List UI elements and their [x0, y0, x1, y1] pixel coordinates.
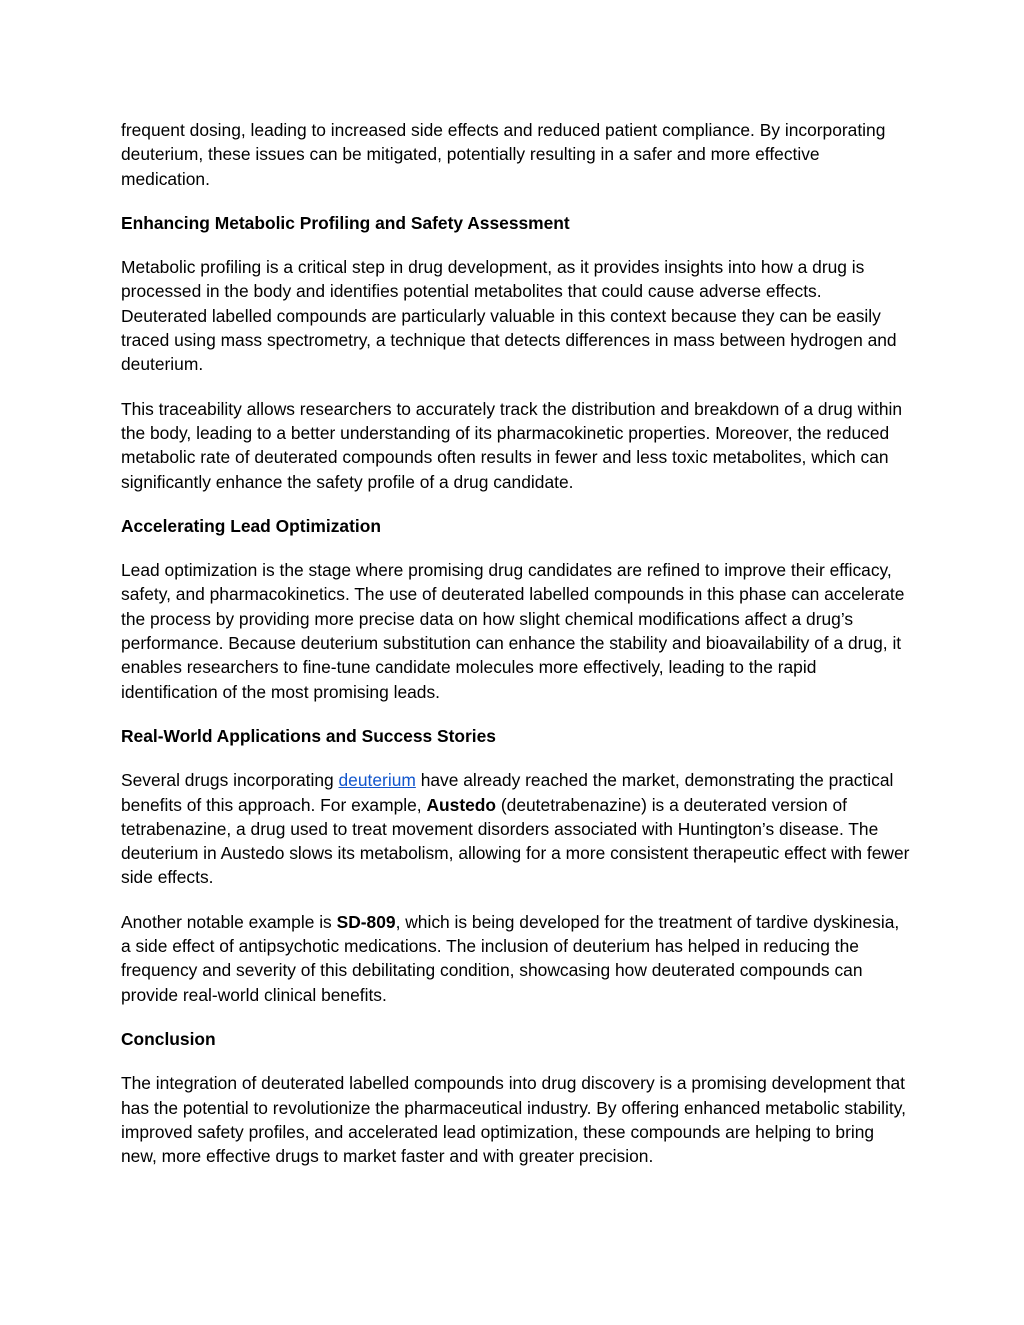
- document-page: [121, 118, 911, 1188]
- sd-809-bold: SD-809: [336, 911, 396, 932]
- section-heading-real-world: Real-World Applications and Success Stories: [121, 725, 496, 746]
- text-run: (deutetrabenazine) is a deuterated version of tetrabenazine, a drug used to treat movement disorders associated with Huntington’s disease. The deuterium in Austedo slows its metabolism, allowing for a more consistent therapeutic effect with fewer side effects.: [121, 794, 910, 888]
- real-world-paragraph-2: [121, 910, 911, 1007]
- section-heading-lead-optimization: Accelerating Lead Optimization: [121, 515, 381, 536]
- section-heading-conclusion: Conclusion: [121, 1028, 216, 1049]
- intro-paragraph: frequent dosing, leading to increased side effects and reduced patient compliance. By incorporating deuterium, these issues can be mitigated, potentially resulting in a safer and more effective medication.: [121, 120, 886, 189]
- deuterium-link[interactable]: deuterium: [338, 770, 416, 791]
- text-run: Several drugs incorporating: [121, 770, 339, 791]
- metabolic-paragraph-1: Metabolic profiling is a critical step in drug development, as it provides insights into how a drug is processed in the body and identifies potential metabolites that could cause adverse effects. Deuterated labelled compounds are particularly valuable in this context because they can be easily traced using mass spectrometry, a technique that detects differences in mass between hydrogen and deuterium.: [121, 257, 897, 375]
- text-run: have already reached the market, demonstrating the practical benefits of this approach. For example,: [121, 770, 894, 815]
- conclusion-paragraph: The integration of deuterated labelled compounds into drug discovery is a promising development that has the potential to revolutionize the pharmaceutical industry. By offering enhanced metabolic stability, improved safety profiles, and accelerated lead optimization, these compounds are helping to bring new, more effective drugs to market faster and with greater precision.: [121, 1073, 906, 1167]
- text-run: , which is being developed for the treatment of tardive dyskinesia, a side effect of antipsychotic medications. The inclusion of deuterium has helped in reducing the frequency and severity of this debilitating condition, showcasing how deuterated compounds can provide real-world clinical benefits.: [121, 911, 900, 1005]
- lead-optimization-paragraph: Lead optimization is the stage where promising drug candidates are refined to improve their efficacy, safety, and pharmacokinetics. The use of deuterated labelled compounds in this phase can accelerate the process by providing more precise data on how slight chemical modifications affect a drug’s performance. Because deuterium substitution can enhance the stability and bioavailability of a drug, it enables researchers to fine-tune candidate molecules more effectively, leading to the rapid identification of the most promising leads.: [121, 560, 905, 702]
- metabolic-paragraph-2: This traceability allows researchers to accurately track the distribution and breakdown of a drug within the body, leading to a better understanding of its pharmacokinetic properties. Moreover, the reduced metabolic rate of deuterated compounds often results in fewer and less toxic metabolites, which can significantly enhance the safety profile of a drug candidate.: [121, 398, 903, 492]
- section-heading-metabolic: Enhancing Metabolic Profiling and Safety Assessment: [121, 212, 570, 233]
- real-world-paragraph-1: [121, 768, 911, 889]
- text-run: Another notable example is: [121, 911, 337, 932]
- austedo-bold: Austedo: [426, 794, 497, 815]
